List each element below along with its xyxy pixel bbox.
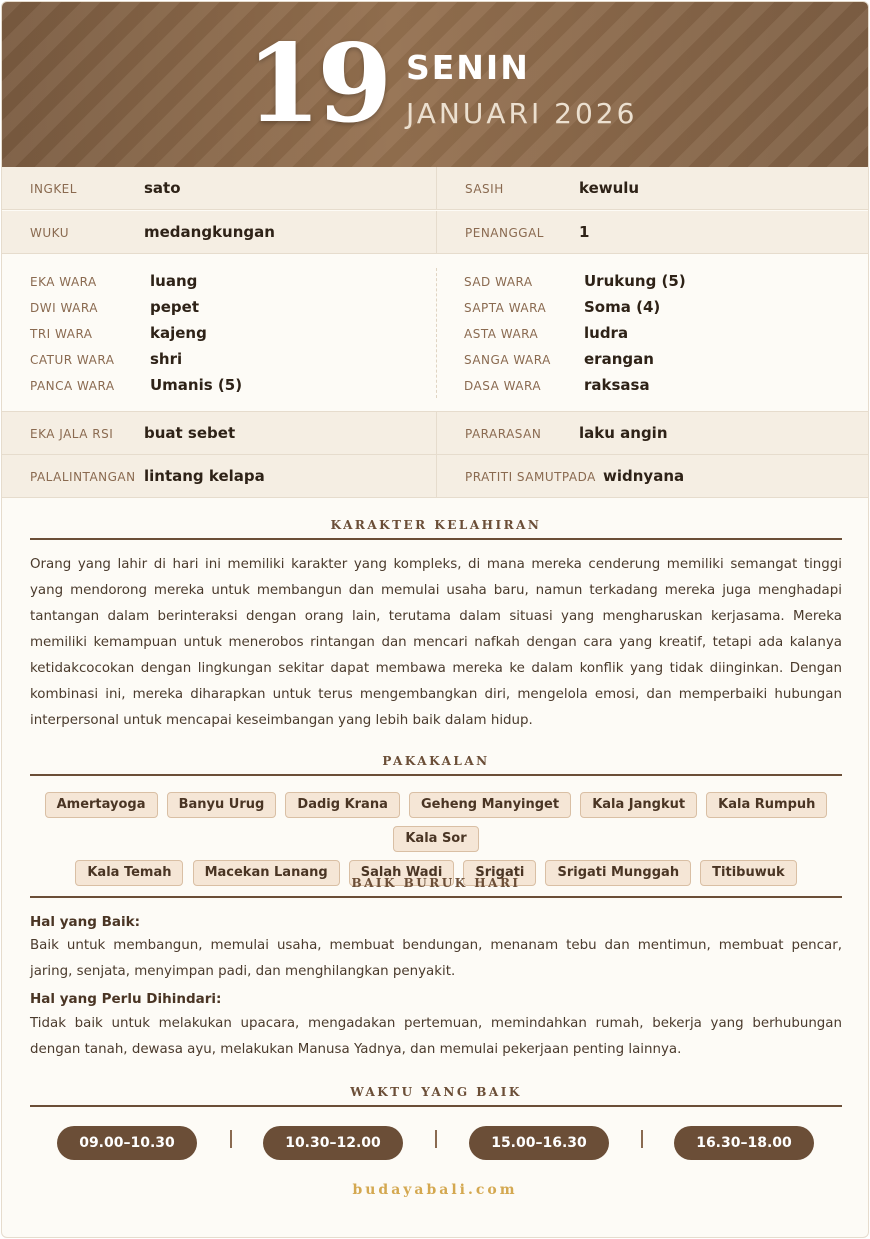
wara-label: EKA WARA — [30, 275, 97, 289]
wara-value: kajeng — [150, 324, 207, 342]
time-separator — [230, 1130, 232, 1148]
wara-label: SAPTA WARA — [464, 301, 547, 315]
wara-label: TRI WARA — [30, 327, 93, 341]
pakakalan-tag: Srigati — [463, 860, 536, 886]
pakakalan-tag: Kala Sor — [393, 826, 478, 852]
pakakalan-tag: Kala Temah — [75, 860, 183, 886]
section-title-pakakalan: PAKAKALAN — [382, 754, 490, 768]
pakakalan-tag: Dadig Krana — [285, 792, 399, 818]
time-slot: 15.00–16.30 — [469, 1126, 609, 1160]
wara-value: erangan — [584, 350, 654, 368]
wara-label: SAD WARA — [464, 275, 533, 289]
wara-value: Umanis (5) — [150, 376, 243, 394]
wara-value: luang — [150, 272, 198, 290]
section-title-waktu: WAKTU YANG BAIK — [350, 1085, 522, 1099]
wara-label: DASA WARA — [464, 379, 542, 393]
pakakalan-tag: Salah Wadi — [349, 860, 455, 886]
info-value: medangkungan — [144, 223, 275, 241]
info-cell-palalintangan — [2, 455, 435, 497]
info-label: PRATITI SAMUTPADA — [465, 470, 596, 484]
info-value: laku angin — [579, 424, 668, 442]
info-label: SASIH — [465, 182, 504, 196]
info-cell-eka-jala-rsi — [2, 412, 435, 454]
info-value: buat sebet — [144, 424, 236, 442]
pakakalan-tag: Kala Jangkut — [580, 792, 697, 818]
pakakalan-tag: Kala Rumpuh — [706, 792, 827, 818]
time-slot: 16.30–18.00 — [674, 1126, 814, 1160]
wara-value: Soma (4) — [584, 298, 661, 316]
wara-label: DWI WARA — [30, 301, 98, 315]
info-value: widnyana — [603, 467, 685, 485]
time-separator — [435, 1130, 437, 1148]
wara-label: ASTA WARA — [464, 327, 539, 341]
wara-label: SANGA WARA — [464, 353, 551, 367]
info-value: sato — [144, 179, 181, 197]
info-cell-pratiti-samutpada — [436, 455, 869, 497]
info-label: PALALINTANGAN — [30, 470, 136, 484]
info-row-palalintangan-pratiti — [2, 455, 868, 498]
wara-label: CATUR WARA — [30, 353, 115, 367]
month-year: JANUARI 2026 — [406, 97, 638, 130]
section-title-baik-buruk: BAIK BURUK HARI — [351, 876, 521, 890]
pakakalan-tag: Srigati Munggah — [545, 860, 691, 886]
pakakalan-tag: Banyu Urug — [167, 792, 277, 818]
info-label: PARARASAN — [465, 427, 542, 441]
info-cell-sasih — [436, 167, 869, 209]
pakakalan-tag: Titibuwuk — [700, 860, 796, 886]
info-row-jala-pararasan — [2, 412, 868, 455]
wara-row-catur — [30, 348, 450, 370]
calendar-card — [1, 1, 869, 1238]
wara-row-panca — [30, 374, 450, 396]
info-cell-ingkel — [2, 167, 435, 209]
section-rule — [30, 774, 842, 776]
wara-row-sanga — [464, 348, 869, 370]
date-header — [2, 2, 868, 167]
wara-value: shri — [150, 350, 183, 368]
wara-row-dasa — [464, 374, 869, 396]
info-label: INGKEL — [30, 182, 77, 196]
pakakalan-tag: Geheng Manyinget — [409, 792, 571, 818]
wara-row-asta — [464, 322, 869, 344]
wara-row-dwi — [30, 296, 450, 318]
info-cell-penanggal — [436, 211, 869, 253]
good-text: Baik untuk membangun, memulai usaha, membuat bendungan, menanam tebu dan mentimun, membuat pencar, jaring, senjata, menyimpan padi, dan menghilangkan penyakit. — [30, 938, 842, 979]
wara-value: raksasa — [584, 376, 650, 394]
info-label: EKA JALA RSI — [30, 427, 114, 441]
day-name: SENIN — [406, 48, 530, 87]
info-value: 1 — [579, 223, 590, 241]
wara-value: pepet — [150, 298, 199, 316]
section-rule — [30, 896, 842, 898]
section-title-karakter: KARAKTER KELAHIRAN — [330, 518, 542, 532]
wara-row-eka — [30, 270, 450, 292]
site-footer: budayabali.com — [352, 1182, 518, 1198]
wara-value: ludra — [584, 324, 629, 342]
info-row-wuku-penanggal — [2, 211, 868, 254]
bad-heading: Hal yang Perlu Dihindari: — [30, 991, 222, 1007]
wara-row-sapta — [464, 296, 869, 318]
pakakalan-tag: Macekan Lanang — [193, 860, 340, 886]
info-cell-pararasan — [436, 412, 869, 454]
section-rule — [30, 538, 842, 540]
info-row-ingkel-sasih — [2, 167, 868, 210]
time-slot: 10.30–12.00 — [263, 1126, 403, 1160]
wara-value: Urukung (5) — [584, 272, 686, 290]
bad-text: Tidak baik untuk melakukan upacara, mengadakan pertemuan, memindahkan rumah, bekerja yang berhubungan dengan tanah, dewasa ayu, melakukan Manusa Yadnya, dan memulai pekerjaan penting lainnya. — [30, 1016, 842, 1057]
time-slot: 09.00–10.30 — [57, 1126, 197, 1160]
time-separator — [641, 1130, 643, 1148]
wara-label: PANCA WARA — [30, 379, 115, 393]
wara-row-sad — [464, 270, 869, 292]
wara-grid — [2, 254, 868, 412]
wara-row-tri — [30, 322, 450, 344]
info-value: lintang kelapa — [144, 467, 265, 485]
pakakalan-tag: Amertayoga — [45, 792, 158, 818]
info-label: WUKU — [30, 226, 69, 240]
info-cell-wuku — [2, 211, 435, 253]
karakter-text: Orang yang lahir di hari ini memiliki karakter yang kompleks, di mana mereka cenderung memiliki semangat tinggi yang mendorong mereka untuk membangun dan memulai usaha baru, namun terkadang mereka juga menghadapi tantangan dalam berinteraksi dengan orang lain, terutama dalam situasi yang mengharuskan kerjasama. Mereka memiliki kemampuan untuk menerobos rintangan dan mencari nafkah dengan cara yang kreatif, tetapi ada kalanya ketidakcocokan dengan lingkungan sekitar dapat membawa mereka ke dalam konflik yang tidak diinginkan. Dengan kombinasi ini, mereka diharapkan untuk terus mengembangkan diri, mengelola emosi, dan memperbaiki hubungan interpersonal untuk mencapai keseimbangan yang lebih baik dalam hidup. — [30, 557, 842, 728]
info-value: kewulu — [579, 179, 640, 197]
day-number: 19 — [246, 21, 389, 147]
good-heading: Hal yang Baik: — [30, 914, 141, 930]
section-rule — [30, 1105, 842, 1107]
info-label: PENANGGAL — [465, 226, 544, 240]
